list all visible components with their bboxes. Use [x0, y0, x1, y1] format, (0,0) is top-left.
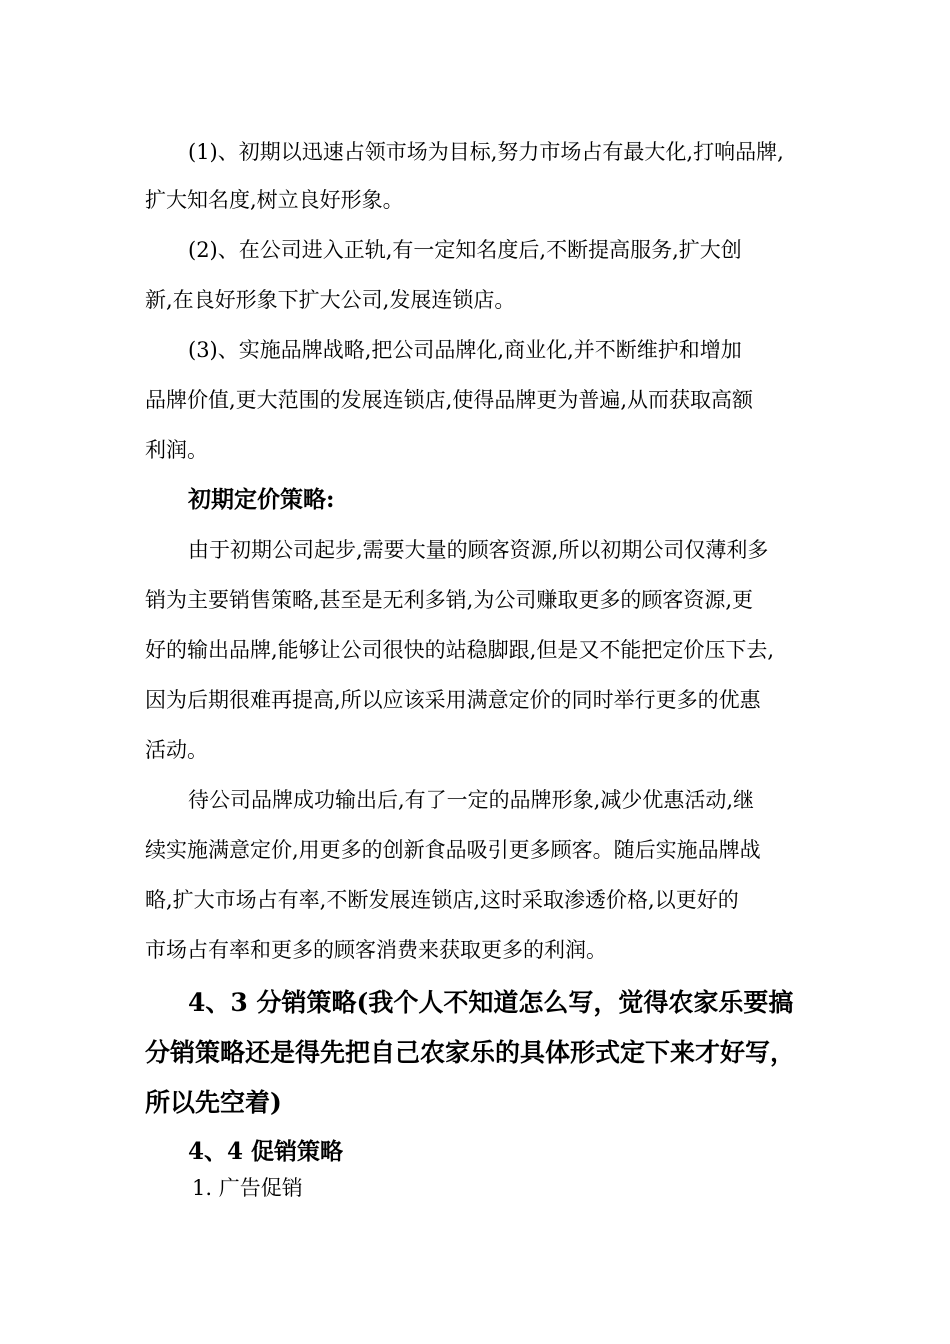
- paragraph-3-line-3: 利润。: [145, 438, 208, 462]
- heading-initial-pricing: 初期定价策略:: [188, 486, 335, 513]
- heading-4-3-line-1: 4、3 分销策略(我个人不知道怎么写，觉得农家乐要搞: [188, 988, 794, 1017]
- list-item-advertising: 1. 广告促销: [192, 1176, 303, 1200]
- paragraph-4-line-3: 好的输出品牌,能够让公司很快的站稳脚跟,但是又不能把定价压下去,: [145, 638, 775, 662]
- heading-4-4: 4、4 促销策略: [188, 1138, 344, 1165]
- paragraph-2-line-2: 新,在良好形象下扩大公司,发展连锁店。: [145, 288, 516, 312]
- paragraph-1-line-2: 扩大知名度,树立良好形象。: [145, 188, 404, 212]
- paragraph-3-line-2: 品牌价值,更大范围的发展连锁店,使得品牌更为普遍,从而获取高额: [145, 388, 754, 412]
- paragraph-5-line-3: 略,扩大市场占有率,不断发展连锁店,这时采取渗透价格,以更好的: [145, 888, 739, 912]
- paragraph-5-line-4: 市场占有率和更多的顾客消费来获取更多的利润。: [145, 938, 607, 962]
- heading-4-3-line-3: 所以先空着): [145, 1088, 282, 1117]
- paragraph-4-line-5: 活动。: [145, 738, 208, 762]
- heading-4-3-line-2: 分销策略还是得先把自己农家乐的具体形式定下来才好写，: [145, 1038, 796, 1067]
- paragraph-5-line-1: 待公司品牌成功输出后,有了一定的品牌形象,减少优惠活动,继: [188, 788, 755, 812]
- paragraph-1-line-1: (1)、初期以迅速占领市场为目标,努力市场占有最大化,打响品牌,: [188, 140, 784, 164]
- paragraph-2-line-1: (2)、在公司进入正轨,有一定知名度后,不断提高服务,扩大创: [188, 238, 742, 262]
- paragraph-4-line-4: 因为后期很难再提高,所以应该采用满意定价的同时举行更多的优惠: [145, 688, 761, 712]
- paragraph-5-line-2: 续实施满意定价,用更多的创新食品吸引更多顾客。随后实施品牌战: [145, 838, 761, 862]
- paragraph-3-line-1: (3)、实施品牌战略,把公司品牌化,商业化,并不断维护和增加: [188, 338, 742, 362]
- paragraph-4-line-2: 销为主要销售策略,甚至是无利多销,为公司赚取更多的顾客资源,更: [145, 588, 754, 612]
- paragraph-4-line-1: 由于初期公司起步,需要大量的顾客资源,所以初期公司仅薄利多: [188, 538, 769, 562]
